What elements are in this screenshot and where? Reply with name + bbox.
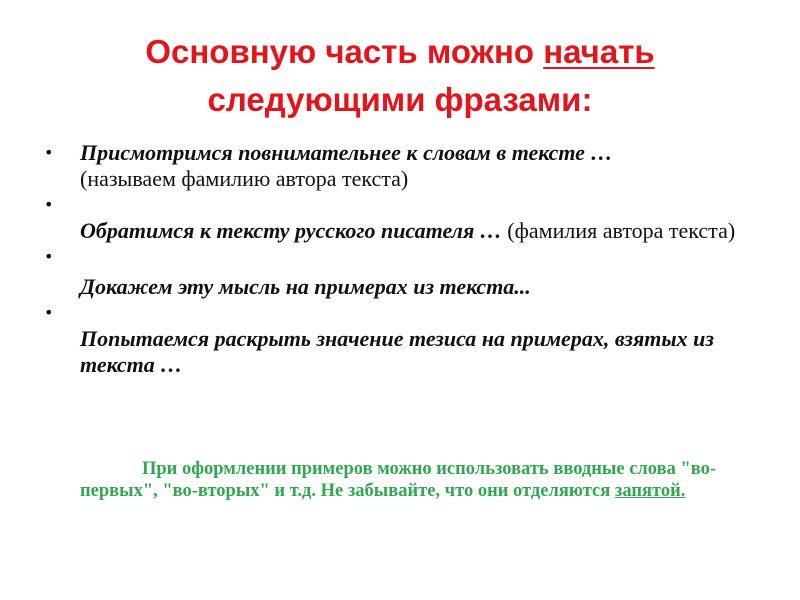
phrase-list bbox=[38, 140, 768, 378]
bullet-icon: • bbox=[44, 303, 54, 322]
bullet-icon: • bbox=[44, 247, 54, 266]
title-line-2: следующими фразами: bbox=[207, 81, 593, 118]
bullet-icon: • bbox=[44, 143, 54, 162]
title-underlined-word: начать bbox=[543, 33, 655, 70]
usage-note-text: При оформлении примеров можно использовать вводные слова "во-первых", "во-вторых" и т.д. Не забывайте, что они отделяются bbox=[80, 459, 717, 501]
list-item-phrase: Докажем эту мысль на примерах из текста... bbox=[80, 274, 531, 299]
empty-list-item bbox=[38, 244, 768, 270]
empty-list-item bbox=[38, 300, 768, 326]
list-item-phrase: Попытаемся раскрыть значение тезиса на примерах, взятых из текста … bbox=[80, 326, 714, 377]
list-item bbox=[38, 140, 768, 192]
list-item bbox=[38, 274, 768, 300]
slide-title bbox=[60, 28, 740, 124]
list-item bbox=[38, 218, 768, 244]
title-line-1-prefix: Основную часть можно bbox=[145, 33, 544, 70]
bullet-icon: • bbox=[44, 195, 54, 214]
usage-note bbox=[80, 458, 740, 502]
list-item-comment: (фамилия автора текста) bbox=[501, 218, 736, 243]
usage-note-underlined: запятой. bbox=[614, 481, 686, 501]
list-item-phrase: Обратимся к тексту русского писателя … bbox=[80, 218, 502, 243]
list-item-comment: (называем фамилию автора текста) bbox=[80, 166, 409, 191]
empty-list-item bbox=[38, 192, 768, 218]
title-line-1 bbox=[60, 28, 740, 76]
list-item bbox=[38, 326, 768, 378]
list-item-phrase: Присмотримся повнимательнее к словам в тексте … bbox=[80, 140, 613, 165]
